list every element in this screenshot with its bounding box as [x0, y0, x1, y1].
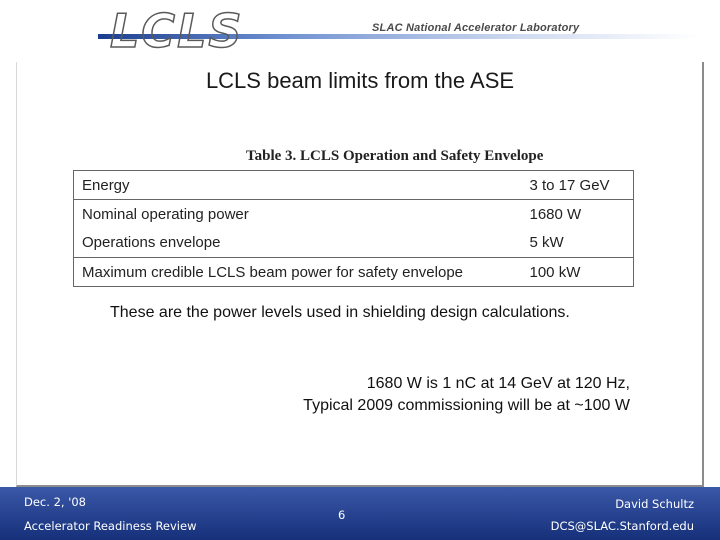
table-cell-label: Nominal operating power — [82, 205, 249, 223]
footer-author: David Schultz — [615, 497, 694, 511]
table-cell-value: 1680 W — [529, 205, 582, 223]
table-row — [74, 200, 634, 229]
table-row — [74, 171, 634, 200]
footer-date: Dec. 2, '08 — [24, 495, 86, 509]
page-number: 6 — [338, 508, 346, 522]
power-note — [260, 373, 630, 417]
table-row — [74, 258, 634, 287]
table-cell-value: 100 kW — [530, 258, 634, 287]
slide-header — [0, 0, 720, 62]
slide-title: LCLS beam limits from the ASE — [205, 68, 515, 93]
table-caption: Table 3. LCLS Operation and Safety Envelope — [246, 148, 544, 164]
table-cell-label: Maximum credible LCLS beam power for safety envelope — [74, 258, 530, 287]
table-cell-value: 3 to 17 GeV — [530, 171, 634, 200]
lab-name: SLAC National Accelerator Laboratory — [372, 22, 580, 34]
footer-event: Accelerator Readiness Review — [24, 519, 197, 533]
power-note-line2: Typical 2009 commissioning will be at ~100 W — [303, 397, 630, 414]
footer-email: DCS@SLAC.Stanford.edu — [550, 519, 694, 533]
envelope-table — [73, 170, 634, 287]
table-cell-value: 5 kW — [529, 234, 564, 252]
table-cell-label: Operations envelope — [82, 234, 221, 252]
power-note-line1: 1680 W is 1 nC at 14 GeV at 120 Hz, — [366, 375, 630, 392]
table-row — [74, 229, 634, 258]
lcls-logo: LCLS — [110, 4, 244, 58]
shielding-note: These are the power levels used in shielding design calculations. — [110, 304, 570, 321]
table-cell-label: Energy — [74, 171, 530, 200]
